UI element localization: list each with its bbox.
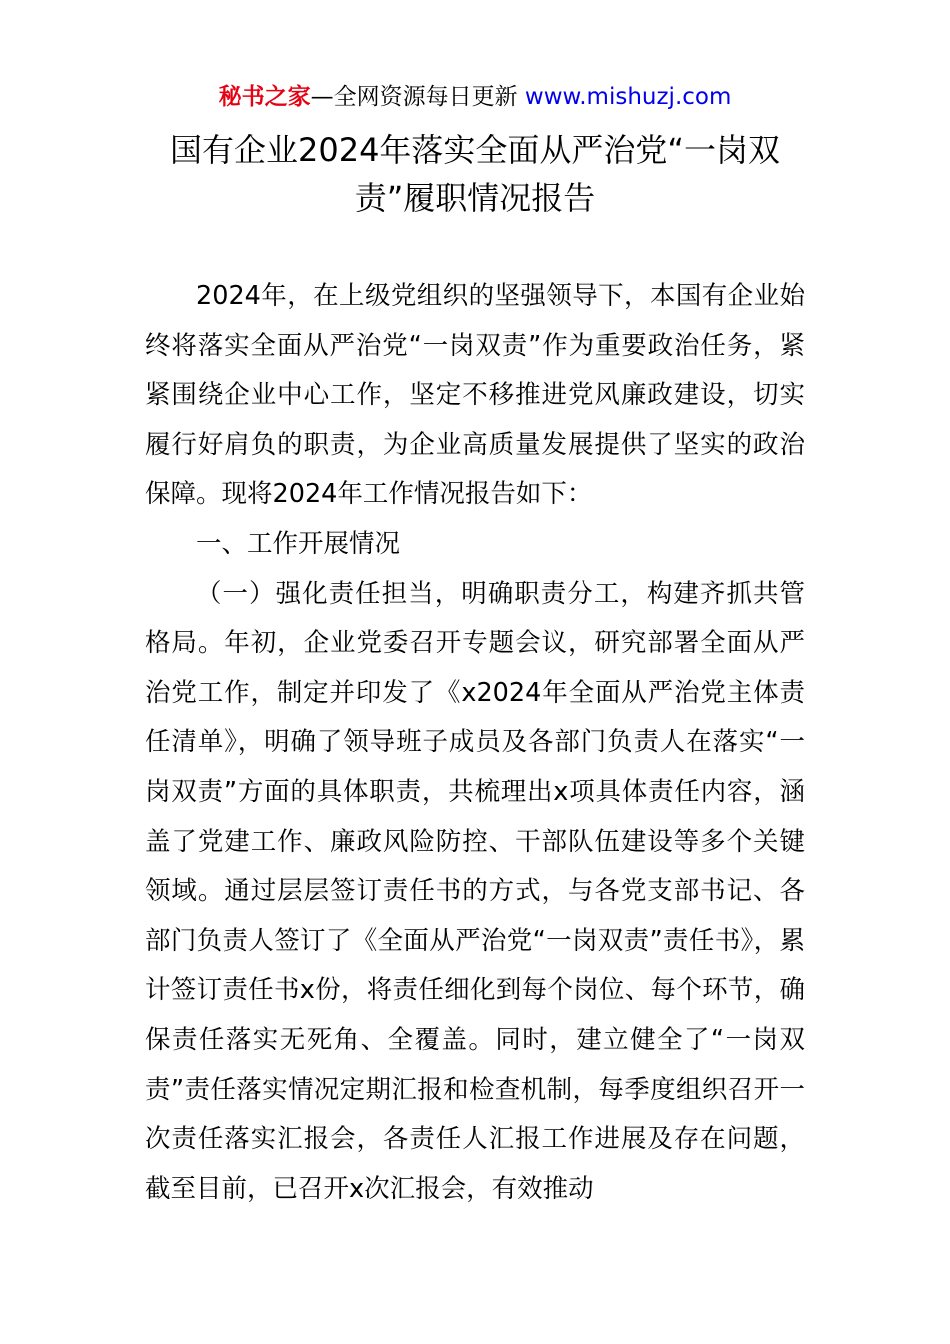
section-heading: 一、工作开展情况 xyxy=(196,528,401,559)
site-header xyxy=(0,80,950,114)
intro-paragraph: 2024年，在上级党组织的坚强领导下，本国有企业始终将落实全面从严治党“一岗双责”作为重要政治任务，紧紧围绕企业中心工作，坚定不移推进党风廉政建设，切实履行好肩负的职责，为企业高质量发展提供了坚实的政治保障。现将2024年工作情况报告如下： xyxy=(145,281,805,510)
header-tagline: —全网资源每日更新 xyxy=(310,84,518,110)
site-url[interactable]: www.mishuzj.com xyxy=(524,84,732,110)
document-title: 国有企业2024年落实全面从严治党“一岗双责”履职情况报告 xyxy=(169,131,781,217)
brand-name: 秘书之家 xyxy=(218,84,311,110)
body-paragraph: （一）强化责任担当，明确职责分工，构建齐抓共管格局。年初，企业党委召开专题会议，研究部署全面从严治党工作，制定并印发了《x2024年全面从严治党主体责任清单》，明确了领导班子成员及各部门负责人在落实“一岗双责”方面的具体职责，共梳理出x项具体责任内容，涵盖了党建工作、廉政风险防控、干部队伍建设等多个关键领域。通过层层签订责任书的方式，与各党支部书记、各部门负责人签订了《全面从严治党“一岗双责”责任书》，累计签订责任书x份，将责任细化到每个岗位、每个环节，确保责任落实无死角、全覆盖。同时，建立健全了“一岗双责”责任落实情况定期汇报和检查机制，每季度组织召开一次责任落实汇报会，各责任人汇报工作进展及存在问题，截至目前，已召开x次汇报会，有效推动 xyxy=(145,578,805,1204)
document-body xyxy=(145,272,805,1214)
